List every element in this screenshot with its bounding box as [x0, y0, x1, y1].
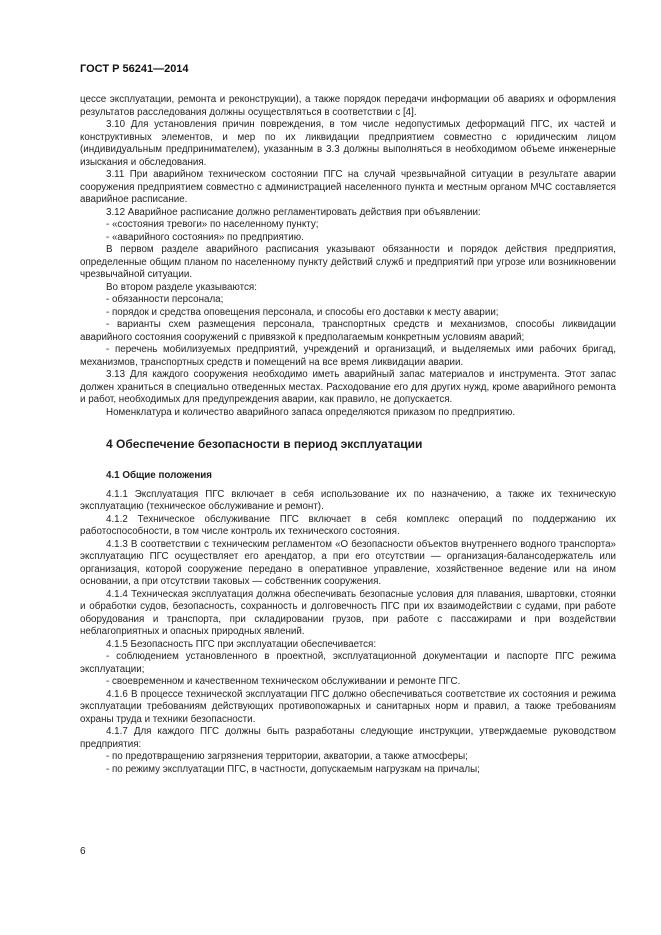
paragraph: 4.1.2 Техническое обслуживание ПГС включает в себя комплекс операций по поддержанию их работоспособности, в том числе контроль их технического состояния. — [80, 513, 616, 537]
paragraph: - порядок и средства оповещения персонала, и способы его доставки к месту аварии; — [106, 306, 499, 318]
paragraph: цессе эксплуатации, ремонта и реконструкции), а также порядок передачи информации об авариях и оформления результатов расследования должны осуществляться в соответствии с [4]. — [80, 94, 616, 118]
paragraph: - варианты схем размещения персонала, транспортных средств и механизмов, способы ликвидации аварийного состояния сооружений с привязкой к предполагаемым конкретным условиям аварий; — [80, 319, 616, 343]
page-number: 6 — [80, 846, 86, 857]
paragraph: - «аварийного состояния» по предприятию. — [106, 231, 304, 243]
paragraph: - по предотвращению загрязнения территории, акватории, а также атмосферы; — [106, 751, 468, 762]
paragraph: 4.1.7 Для каждого ПГС должны быть разработаны следующие инструкции, утверждаемые руководством предприятия: — [80, 726, 616, 750]
paragraph: В первом разделе аварийного расписания указывают обязанности и порядок действия предприятия, определенные общим планом по населенному пункту действий служб и предприятий при угрозе или возникновении чрезвычайной ситуации. — [80, 244, 616, 280]
paragraph: Номенклатура и количество аварийного запаса определяются приказом по предприятию. — [106, 406, 516, 418]
subsection-4-1-title: 4.1 Общие положения — [106, 470, 213, 481]
paragraph: 3.13 Для каждого сооружения необходимо иметь аварийный запас материалов и инструмента. Этот запас должен храниться в специально отведенных местах. Расходование его для других нужд, кроме аварийного ремонта и работ, необходимых для предупреждения аварии, как правило, не допускается. — [80, 369, 616, 405]
paragraph: 3.10 Для установления причин повреждения, в том числе недопустимых деформаций ПГС, их частей и конструктивных элементов, и мер по их ликвидации предприятием совместно с юридическим лицом (индивидуальным предпринимателем), указанным в 3.3 должны выполняться в необходимом объеме инженерные изыскания и обследования. — [80, 119, 616, 168]
paragraph: 4.1.6 В процессе технической эксплуатации ПГС должно обеспечиваться соответствие их состояния и режима эксплуатации требованиям действующих противопожарных и санитарных норм и правил, а также требованиям охраны труда и техники безопасности. — [80, 688, 616, 725]
paragraph: 3.12 Аварийное расписание должно регламентировать действия при объявлении: — [106, 206, 481, 218]
section-3-text — [80, 94, 616, 419]
paragraph: 4.1.4 Техническая эксплуатация должна обеспечивать безопасные условия для плавания, швартовки, стоянки и обработки судов, безопасность, сохранность и долговечность ПГС при их взаимодействии с судами, при работе оборудования и транспорта, при складировании грузов, при работе с пассажирами и при воздействии неблагоприятных и опасных природных явлений. — [80, 588, 616, 637]
document-header: ГОСТ Р 56241—2014 — [80, 63, 189, 75]
section-4-text — [80, 489, 616, 777]
paragraph: 4.1.5 Безопасность ПГС при эксплуатации обеспечивается: — [106, 638, 377, 650]
paragraph: 3.11 При аварийном техническом состоянии ПГС на случай чрезвычайной ситуации в результате аварии сооружения предприятием совместно с администрацией населенного пункта и местным органом МЧС составляется аварийное расписание. — [80, 169, 616, 205]
section-4-title: 4 Обеспечение безопасности в период эксплуатации — [106, 437, 423, 451]
paragraph: Во втором разделе указываются: — [106, 281, 257, 293]
paragraph: 4.1.1 Эксплуатация ПГС включает в себя использование их по назначению, а также их техническую эксплуатацию (техническое обслуживание и ремонт). — [80, 488, 616, 512]
paragraph: - соблюдением установленного в проектной, эксплуатационной документации и паспорте ПГС режима эксплуатации; — [80, 651, 616, 675]
paragraph: - обязанности персонала; — [106, 294, 224, 305]
paragraph: - «состояния тревоги» по населенному пункту; — [106, 219, 319, 230]
paragraph: - своевременном и качественном техническом обслуживании и ремонте ПГС. — [106, 676, 461, 687]
paragraph: - по режиму эксплуатации ПГС, в частности, допускаемым нагрузкам на причалы; — [106, 763, 480, 775]
paragraph: 4.1.3 В соответствии с техническим регламентом «О безопасности объектов внутреннего водного транспорта» эксплуатацию ПГС осуществляет его арендатор, а при его отсутствии — организация-балансодержатель или организация, которой сооружение передано в оперативное управление, хозяйственное ведение или на ином основании, а при отсутствии таковых — собственник сооружения. — [80, 538, 616, 587]
document-body — [80, 94, 616, 776]
paragraph: - перечень мобилизуемых предприятий, учреждений и организаций, и выделяемых ими рабочих бригад, механизмов, транспортных средств и помещений на все время ликвидации аварии. — [80, 344, 616, 368]
